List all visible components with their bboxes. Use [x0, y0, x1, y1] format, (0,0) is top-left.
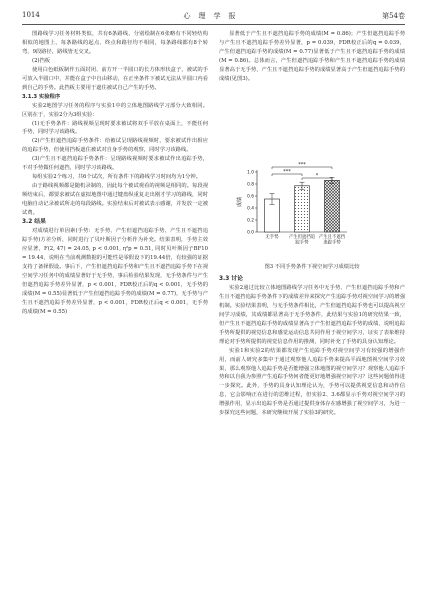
item-title: (2)挡板 [32, 57, 51, 64]
category-label: 踪手势 [295, 240, 309, 246]
journal-title: 心理学报 [183, 12, 244, 20]
paragraph: 由于路线视频都是随机录制的，因此每个被试观看的视频是相同的。每段视频结束后，都要求被试在虚拟地图中通过键盘纵重复走出刚才学习的路线，同时电脑自动记录被试所走的每段路线。实验结束后对被试表示感谢，并发放一定被试费。 [22, 183, 208, 217]
figure-caption: 图3 不同手势条件下视空间学习成绩比较 [264, 264, 360, 270]
paragraph: (2)产生但遮挡追踪手势条件：给被试呈现路线视频时，要求被试作出相应的追踪手势，但使用挡板遮住被试对自身手势的观察，同时学习该路线。 [22, 138, 208, 154]
paragraph: 实验2通过比较立体地图路线学习任务中无手势、产生但遮挡追踪手势和产生且不遮挡追踪手势条件下的成绩差异来探究产生追踪手势对视空间学习的增强机制。实验结果表明，与无手势条件相比，产生但遮挡追踪手势也可以提高视空间学习成绩，其成绩都显著高于无手势条件，此结果与实验1的研究结果一致，但产生且不遮挡追踪手势的成绩显著高于产生但遮挡追踪手势的成绩，说明追踪手势所提供的视觉信息和感觉运动信息共同作用于视空间学习，证实了表象维持理论对手势所提供的视觉信息作用的推测，同时补充了手势的具身认知理论。 [219, 284, 405, 345]
y-tick-label: 0.4 [247, 206, 254, 212]
section-heading: 3.3 讨论 [219, 276, 243, 282]
page-number: 1014 [22, 11, 40, 19]
paragraph: 实验2地图学习任务的程序与实验1中的立体地图路线学习部分大致相同。区别在于，实验2分为3组实验： [22, 102, 208, 118]
subsection-heading: 3.1.3 实验程序 [22, 93, 61, 100]
paragraph: (3)产生且不遮挡追踪手势条件：呈现路线视频时要求被试作出追踪手势，不对手势做任何遮挡，同时学习该路线。 [22, 156, 208, 172]
y-tick-label: 0.0 [247, 230, 254, 236]
paragraph: 对成绩进行单因素(手势：无手势、产生但遮挡追踪手势、产生且不遮挡追踪手势)方差分析，同时进行了贝叶斯因子分析作为补充。结果表明，手势主效应显著，F(2, 47) = 24.05, p < 0.001, η²p = 0.51, 同时贝叶斯因子BF10 = 19.44，说明在当前观测数据的可能性是零假设下的19.44倍，有较强的证据支持了备择假设。事后下，产生但遮挡追踪手势和产生且不遮挡追踪手势下在视空间学习任务中的成绩显著好于无手势，事后检验结果发现，无手势条件与产生但遮挡追踪手势差异显著，p < 0.001，FDR校正后的q < 0.001，无手势的成绩(M = 0.55)显著低于产生但遮挡追踪手势的成绩(M = 0.77)，无手势与产生且不遮挡追踪手势差异显著，p < 0.001，FDR校正后q < 0.001，无手势的成绩(M = 0.55) [22, 227, 208, 315]
category-label: 无手势 [265, 235, 279, 240]
y-tick-label: 0.6 [247, 194, 254, 200]
y-tick-label: 0.8 [247, 182, 254, 188]
paragraph: 实验1和实验2的结果都发现产生追踪手势对视空间学习有较强的增强作用，而前人研究多集中于通过观察他人追踪手势来提高平面地图视空间学习效果，那么观察他人追踪手势是否能增强立体地图的视空间学习？观察他人追踪手势和以自我为参照产生追踪手势何者能更好地增强视空间学习？这些问题值得进一步探究。此外，手势的具身认知理论认为，手势可以提供视觉信息和动作信息，它会影响正在进行的思维过程，但实验2、3.6都显示手势对视空间学习的增强作用，显示出追踪手势是否通过提供身体存在感增强了视空间学习，为进一步探究这些问题，本研究继续开展了实验3的研究。 [219, 347, 405, 417]
bar [295, 186, 310, 232]
figure-3 [219, 162, 405, 262]
header-rule [22, 24, 405, 25]
paragraph: 每组实验2个练习，共6个试次，所有条件下的路线学习时间均为1分钟。 [32, 174, 202, 181]
bar [325, 180, 340, 232]
paragraph: 图路线学习任务材料类似，共有6条路线，分别绘制在6张略有不同轻结构相似的地图上，每条路线的起点、终点和路径均不相同，每条路线都有8个转弯，9段路径，路线皆无交叉。 [22, 31, 208, 55]
volume-label: 第54卷 [382, 12, 405, 20]
left-column [22, 30, 208, 317]
y-tick-label: 0.2 [247, 218, 254, 224]
category-label: 追踪手势 [323, 240, 341, 246]
significance-label: *** [283, 169, 291, 176]
right-column-top [219, 30, 405, 84]
right-column-bottom [219, 275, 405, 418]
paragraph: 使用白色纸板制作五面封闭、前方开一半圆口的长方体形状盒子，被试的手可放入半圆口中，并能在盒子中自由移动，在正坐条件下被试无法从半圆口内看到自己的手势。此挡板主要用于遮住被试自己产生的手势。 [22, 66, 208, 91]
section-heading: 3.2 结果 [22, 219, 46, 226]
y-tick-label: 1.0 [247, 170, 254, 176]
paragraph: 显著低于产生且不遮挡追踪手势的成绩(M = 0.86)；产生但遮挡追踪手势与产生且不遮挡追踪手势差异显著，p = 0.039，FDR校正后的q = 0.039，产生但遮挡追踪手势的成绩(M = 0.77)显著低于产生且不遮挡追踪手势的成绩(M = 0.86)。总体而言，产生但遮挡追踪手势和产生且不遮挡追踪手势的成绩显著高于无手势，产生且不遮挡追踪手势的成绩显著高于产生但遮挡追踪手势的成绩(见图3)。 [219, 31, 405, 82]
category-label: 产生但遮挡追 [288, 235, 316, 240]
y-axis-label: 成绩 [237, 196, 243, 208]
significance-label: *** [298, 162, 306, 169]
category-label: 产生且不遮挡 [318, 235, 346, 240]
bar-chart [219, 162, 405, 262]
page-header [22, 11, 405, 23]
paragraph: (1)无手势条件：路线视频呈现时要求被试将双手平放在桌面上，不能任何手势，同时学习该路线。 [22, 120, 208, 136]
significance-label: * [315, 173, 319, 180]
